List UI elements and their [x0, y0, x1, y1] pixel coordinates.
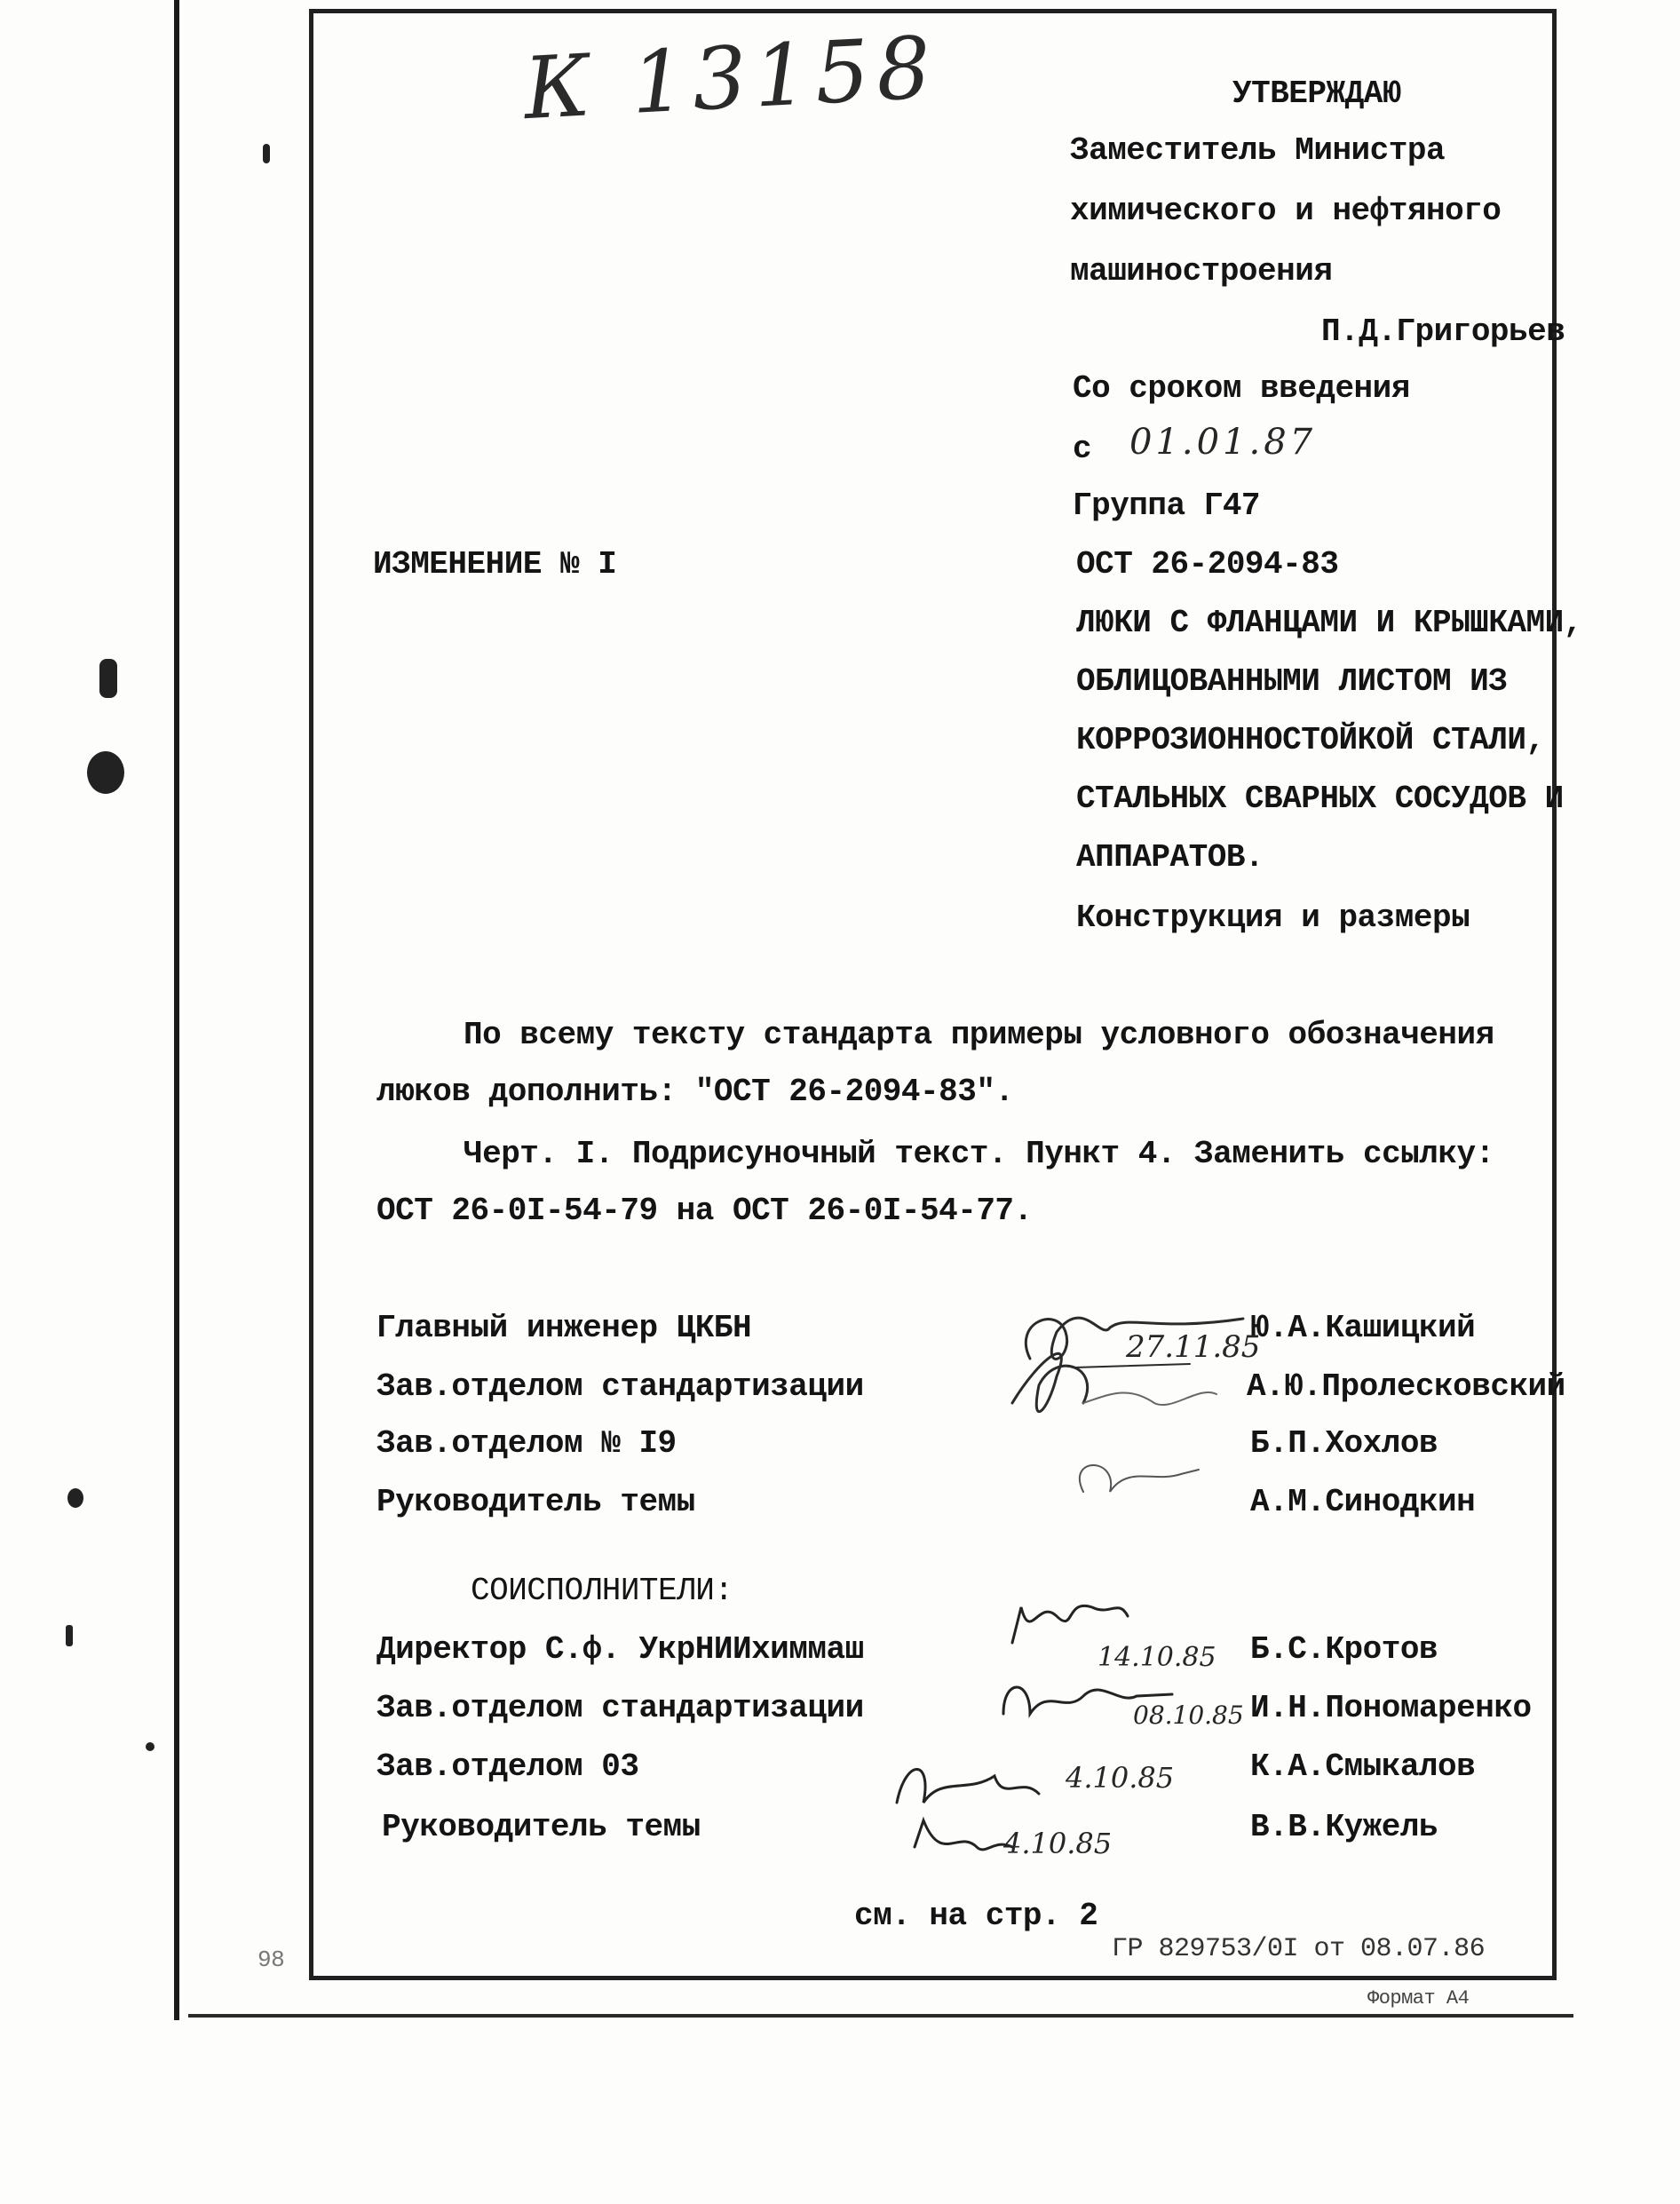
signatory-name: А.М.Синодкин	[1250, 1484, 1476, 1520]
coexecutor-name: К.А.Смыкалов	[1250, 1748, 1476, 1785]
scan-edge-strip	[174, 0, 179, 2020]
body-line: Черт. I. Подрисуночный текст. Пункт 4. Заменить ссылку:	[464, 1136, 1494, 1172]
body-line: люков дополнить: "ОСТ 26-2094-83".	[376, 1074, 1014, 1110]
coexecutors-title: СОИСПОЛНИТЕЛИ:	[471, 1573, 733, 1609]
change-label: ИЗМЕНЕНИЕ № I	[373, 546, 617, 583]
paper-format: Формат А4	[1367, 1987, 1470, 2010]
signature-date-1: 27.11.85	[1126, 1329, 1261, 1365]
doc-title-line: КОРРОЗИОННОСТОЙКОЙ СТАЛИ,	[1076, 722, 1545, 758]
doc-title-line: СТАЛЬНЫХ СВАРНЫХ СОСУДОВ И	[1076, 781, 1564, 817]
scan-speck	[263, 144, 270, 163]
doc-subtitle: Конструкция и размеры	[1076, 900, 1470, 936]
signatory-name: Ю.А.Кашицкий	[1250, 1310, 1476, 1346]
page-frame	[309, 9, 1557, 1980]
body-line: По всему тексту стандарта примеры условного обозначения	[464, 1017, 1494, 1053]
standard-number: ОСТ 26-2094-83	[1076, 546, 1339, 583]
signatory-role: Зав.отделом стандартизации	[376, 1368, 864, 1405]
signature-date-4: 4.10.85	[1066, 1761, 1175, 1795]
signature-date-5: 4.10.85	[1003, 1827, 1113, 1860]
registration-number: ГР 829753/0I от 08.07.86	[1112, 1934, 1486, 1964]
coexecutor-role: Директор С.ф. УкрНИИхиммаш	[376, 1631, 864, 1668]
doc-title-line: ОБЛИЦОВАННЫМИ ЛИСТОМ ИЗ	[1076, 663, 1508, 700]
archive-mark: К 13158	[521, 17, 940, 139]
approval-line-2: химического и нефтяного	[1070, 193, 1502, 229]
scan-speck	[67, 1488, 83, 1508]
scan-speck	[146, 1742, 155, 1751]
corner-mark: 98	[258, 1946, 285, 1973]
approval-title: УТВЕРЖДАЮ	[1232, 75, 1401, 112]
term-label: Со сроком введения	[1073, 370, 1410, 407]
coexecutor-name: Б.С.Кротов	[1250, 1631, 1438, 1668]
date-prefix: с	[1073, 431, 1092, 467]
scan-speck	[66, 1625, 73, 1646]
scan-speck	[87, 751, 124, 794]
introduction-date: 01.01.87	[1129, 422, 1317, 463]
signatory-name: Б.П.Хохлов	[1250, 1425, 1438, 1462]
scan-speck	[99, 659, 117, 698]
group-code: Группа Г47	[1073, 488, 1261, 524]
doc-title-line: ЛЮКИ С ФЛАНЦАМИ И КРЫШКАМИ,	[1076, 605, 1582, 641]
body-line: ОСТ 26-0I-54-79 на ОСТ 26-0I-54-77.	[376, 1193, 1033, 1229]
coexecutor-name: И.Н.Пономаренко	[1250, 1690, 1532, 1726]
approval-line-3: машиностроения	[1070, 253, 1333, 289]
approval-line-1: Заместитель Министра	[1070, 132, 1446, 169]
signatures-upper	[977, 1279, 1350, 1527]
coexecutor-role: Зав.отделом 03	[376, 1748, 639, 1785]
signatory-role: Главный инженер ЦКБН	[376, 1310, 752, 1346]
bottom-rule	[188, 2014, 1573, 2018]
signatory-role: Руководитель темы	[376, 1484, 695, 1520]
coexecutor-role: Руководитель темы	[382, 1809, 701, 1845]
approver-name: П.Д.Григорьев	[1321, 313, 1565, 350]
signatory-role: Зав.отделом № I9	[376, 1425, 677, 1462]
signatory-name: А.Ю.Пролесковский	[1247, 1368, 1565, 1405]
continue-note: см. на стр. 2	[854, 1898, 1098, 1934]
signature-date-2: 14.10.85	[1098, 1642, 1216, 1673]
coexecutor-role: Зав.отделом стандартизации	[376, 1690, 864, 1726]
doc-title-line: АППАРАТОВ.	[1076, 839, 1264, 876]
signature-date-3: 08.10.85	[1133, 1701, 1244, 1730]
coexecutor-name: В.В.Кужель	[1250, 1809, 1438, 1845]
